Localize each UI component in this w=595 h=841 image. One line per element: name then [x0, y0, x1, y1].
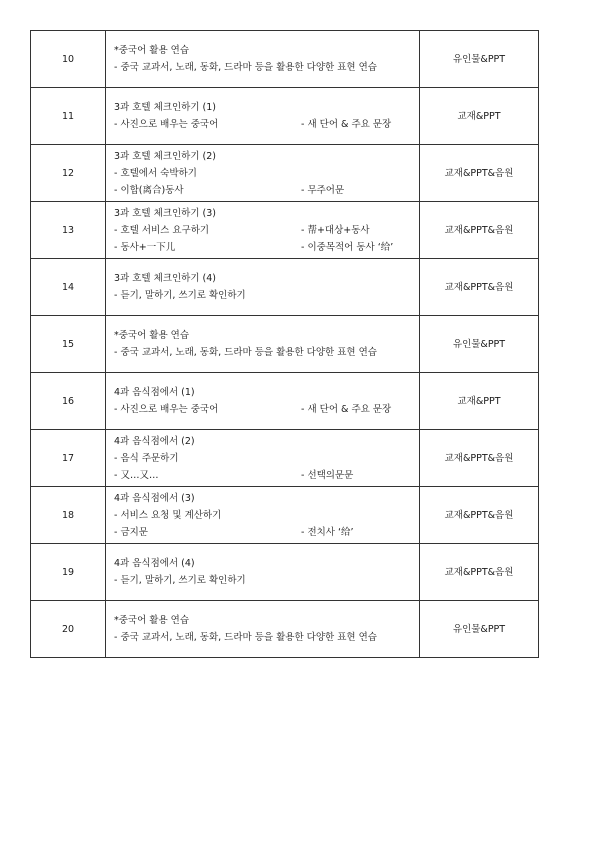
lesson-material: 유인물&PPT — [420, 316, 539, 373]
lesson-detail-line — [114, 450, 417, 467]
lesson-content — [106, 88, 420, 145]
lesson-detail-line — [114, 59, 417, 76]
lesson-detail-item: - 듣기, 말하기, 쓰기로 확인하기 — [114, 575, 246, 586]
lesson-detail-item: - 듣기, 말하기, 쓰기로 확인하기 — [114, 290, 246, 301]
lesson-title: 3과 호텔 체크인하기 (4) — [114, 273, 216, 284]
lesson-detail-line — [114, 401, 417, 418]
table-row — [31, 145, 539, 202]
lesson-title: 3과 호텔 체크인하기 (2) — [114, 150, 216, 162]
table-row — [31, 487, 539, 544]
week-number: 12 — [31, 145, 106, 202]
table-row — [31, 31, 539, 88]
lesson-detail-line — [114, 344, 417, 361]
lesson-detail-line — [114, 222, 417, 239]
table-row — [31, 601, 539, 658]
lesson-material: 교재&PPT — [420, 88, 539, 145]
lesson-material: 교재&PPT&음원 — [420, 430, 539, 487]
table-row — [31, 259, 539, 316]
table-row — [31, 544, 539, 601]
lesson-title: 4과 음식점에서 (1) — [114, 387, 195, 398]
lesson-material: 유인물&PPT — [420, 601, 539, 658]
table-row — [31, 202, 539, 259]
lesson-content — [106, 430, 420, 487]
lesson-content — [106, 487, 420, 544]
lesson-detail-item: - 금지문 — [114, 526, 148, 538]
lesson-detail-item: - 선택의문문 — [301, 469, 354, 481]
lesson-detail-item: - 동사+一下儿 — [114, 241, 176, 253]
lesson-content — [106, 316, 420, 373]
lesson-detail-item: - 중국 교과서, 노래, 동화, 드라마 등을 활용한 다양한 표현 연습 — [114, 632, 377, 643]
lesson-detail-line — [114, 507, 417, 524]
lesson-title: *중국어 활용 연습 — [114, 330, 190, 341]
lesson-detail-line — [114, 629, 417, 646]
week-number: 16 — [31, 373, 106, 430]
lesson-detail-item: - 중국 교과서, 노래, 동화, 드라마 등을 활용한 다양한 표현 연습 — [114, 62, 377, 73]
week-number: 13 — [31, 202, 106, 259]
lesson-detail-line — [114, 467, 417, 484]
week-number: 11 — [31, 88, 106, 145]
lesson-content — [106, 145, 420, 202]
lesson-material: 교재&PPT&음원 — [420, 202, 539, 259]
lesson-detail-item: - 사진으로 배우는 중국어 — [114, 119, 219, 130]
lesson-detail-line — [114, 182, 417, 199]
lesson-title: 3과 호텔 체크인하기 (1) — [114, 102, 216, 113]
week-number: 20 — [31, 601, 106, 658]
lesson-detail-item: - 이합(离合)동사 — [114, 184, 184, 196]
lesson-detail-line — [114, 239, 417, 256]
lesson-detail-item: - 중국 교과서, 노래, 동화, 드라마 등을 활용한 다양한 표현 연습 — [114, 347, 377, 358]
lesson-material: 교재&PPT — [420, 373, 539, 430]
week-number: 18 — [31, 487, 106, 544]
week-number: 17 — [31, 430, 106, 487]
lesson-title: *중국어 활용 연습 — [114, 45, 190, 56]
lesson-title: 3과 호텔 체크인하기 (3) — [114, 207, 216, 219]
lesson-content — [106, 31, 420, 88]
lesson-title: *중국어 활용 연습 — [114, 615, 190, 626]
lesson-detail-item: - 새 단어 & 주요 문장 — [301, 404, 392, 415]
lesson-detail-item: - 음식 주문하기 — [114, 452, 179, 464]
lesson-content — [106, 373, 420, 430]
table-row — [31, 316, 539, 373]
lesson-detail-line — [114, 572, 417, 589]
lesson-detail-item: - 이중목적어 동사 ‘给’ — [301, 241, 394, 253]
syllabus-table-body — [31, 31, 539, 658]
lesson-content — [106, 544, 420, 601]
lesson-title: 4과 음식점에서 (2) — [114, 435, 195, 447]
lesson-detail-line — [114, 165, 417, 182]
lesson-detail-line — [114, 524, 417, 541]
lesson-detail-item: - 호텔에서 숙박하기 — [114, 167, 197, 179]
lesson-detail-item: - 호텔 서비스 요구하기 — [114, 224, 210, 236]
table-row — [31, 430, 539, 487]
table-row — [31, 373, 539, 430]
lesson-detail-item: - 무주어문 — [301, 184, 345, 196]
lesson-material: 교재&PPT&음원 — [420, 259, 539, 316]
table-row — [31, 88, 539, 145]
lesson-detail-line — [114, 116, 417, 133]
lesson-material: 교재&PPT&음원 — [420, 544, 539, 601]
lesson-detail-item: - 전치사 ‘给’ — [301, 526, 354, 538]
lesson-content — [106, 202, 420, 259]
lesson-content — [106, 259, 420, 316]
lesson-material: 교재&PPT&음원 — [420, 487, 539, 544]
week-number: 19 — [31, 544, 106, 601]
syllabus-table — [30, 30, 539, 658]
lesson-title: 4과 음식점에서 (4) — [114, 558, 195, 569]
lesson-detail-line — [114, 287, 417, 304]
week-number: 15 — [31, 316, 106, 373]
lesson-detail-item: - 帮+대상+동사 — [301, 224, 370, 236]
lesson-content — [106, 601, 420, 658]
week-number: 14 — [31, 259, 106, 316]
week-number: 10 — [31, 31, 106, 88]
lesson-detail-item: - 又…又… — [114, 469, 159, 481]
lesson-detail-item: - 서비스 요청 및 계산하기 — [114, 509, 222, 521]
lesson-material: 교재&PPT&음원 — [420, 145, 539, 202]
lesson-detail-item: - 사진으로 배우는 중국어 — [114, 404, 219, 415]
lesson-title: 4과 음식점에서 (3) — [114, 492, 195, 504]
lesson-detail-item: - 새 단어 & 주요 문장 — [301, 119, 392, 130]
lesson-material: 유인물&PPT — [420, 31, 539, 88]
